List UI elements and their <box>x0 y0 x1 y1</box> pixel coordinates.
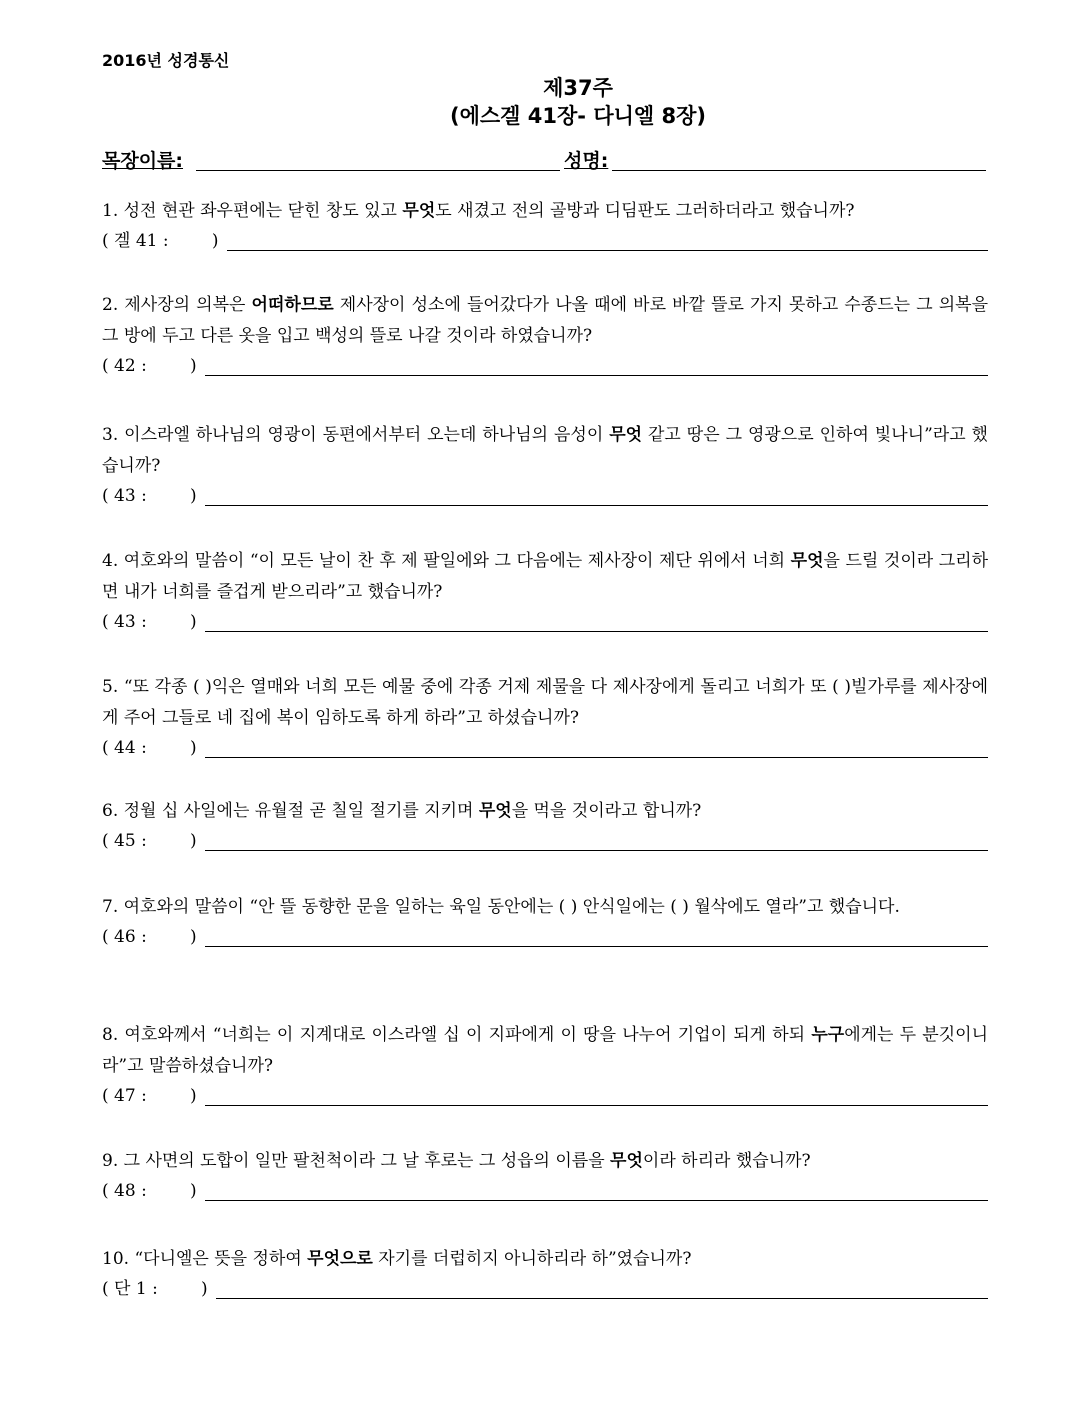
question-number: 9. <box>102 1151 124 1171</box>
question-keyword: 누구 <box>811 1025 845 1045</box>
answer-row <box>102 827 988 857</box>
page-subtitle: (에스겔 41장- 다니엘 8장) <box>450 104 706 128</box>
answer-line[interactable] <box>205 849 988 851</box>
question-segment: 에게는 두 분깃이니라”고 말씀하셨습니까? <box>102 1025 988 1076</box>
question-segment: 같고 땅은 그 영광으로 인하여 빛나니”라고 했습니까? <box>102 425 988 476</box>
question-segment: “다니엘은 뜻을 정하여 <box>134 1249 308 1269</box>
question-number: 6. <box>102 801 124 821</box>
info-fields <box>102 146 986 172</box>
question-text <box>102 892 988 923</box>
question-segment: 이스라엘 하나님의 영광이 동편에서부터 오는데 하나님의 음성이 <box>124 425 610 445</box>
question-segment: 을 드릴 것이라 그리하면 내가 너희를 즐겁게 받으리라”고 했습니까? <box>102 551 988 602</box>
question-keyword: 무엇 <box>610 1151 643 1171</box>
question-text <box>102 672 988 734</box>
answer-line[interactable] <box>205 945 988 947</box>
question-text <box>102 1146 988 1177</box>
question-keyword: 무엇으로 <box>307 1249 373 1269</box>
page-title: 제37주 <box>543 76 613 100</box>
answer-line[interactable] <box>205 1199 988 1201</box>
answer-line[interactable] <box>227 249 989 251</box>
answer-line[interactable] <box>205 630 988 632</box>
answer-row <box>102 1082 988 1112</box>
question-segment: 여호와께서 “너희는 이 지계대로 이스라엘 십 이 지파에게 이 땅을 나누어 기업이 되게 하되 <box>124 1025 812 1045</box>
pastor-line[interactable] <box>196 170 560 171</box>
question-number: 2. <box>102 295 125 315</box>
question-segment: 정월 십 사일에는 유월절 곧 칠일 절기를 지키며 <box>123 801 479 821</box>
question-segment: 여호와의 말씀이 “안 뜰 동향한 문을 일하는 육일 동안에는 ( ) 안식일에는 ( ) 월삭에도 열라”고 했습니다. <box>123 897 900 917</box>
answer-line[interactable] <box>216 1297 988 1299</box>
scripture-reference: ( 47 : ) <box>102 1086 197 1106</box>
name-line[interactable] <box>612 170 986 171</box>
question-text <box>102 290 988 352</box>
answer-row <box>102 1177 988 1207</box>
question-7 <box>102 892 988 953</box>
question-number: 4. <box>102 551 124 571</box>
answer-line[interactable] <box>205 374 988 376</box>
question-segment: 이라 하리라 했습니까? <box>642 1151 811 1171</box>
question-keyword: 어떠하므로 <box>251 295 334 315</box>
question-10 <box>102 1244 988 1305</box>
question-text <box>102 1020 988 1082</box>
question-keyword: 무엇 <box>402 201 436 221</box>
question-keyword: 무엇 <box>790 551 824 571</box>
question-number: 1. <box>102 201 124 221</box>
question-number: 10. <box>102 1249 135 1269</box>
question-9 <box>102 1146 988 1207</box>
question-segment: “또 각종 ( )익은 열매와 너희 모든 예물 중에 각종 거제 제물을 다 제사장에게 돌리고 너희가 또 ( )빌가루를 제사장에게 주어 그들로 네 집에 복이 임하도록 하게 하라”고 하셨습니까? <box>102 677 988 728</box>
scripture-reference: ( 단 1 : ) <box>102 1279 208 1299</box>
question-keyword: 무엇 <box>609 425 643 445</box>
scripture-reference: ( 43 : ) <box>102 486 197 506</box>
question-segment: 여호와의 말씀이 “이 모든 날이 찬 후 제 팔일에와 그 다음에는 제사장이 제단 위에서 너희 <box>123 551 791 571</box>
question-3 <box>102 420 988 512</box>
question-segment: 제사장이 성소에 들어갔다가 나올 때에 바로 바깥 뜰로 가지 못하고 수종드는 그 의복을 그 방에 두고 다른 옷을 입고 백성의 뜰로 나갈 것이라 하였습니까? <box>102 295 988 346</box>
scripture-reference: ( 44 : ) <box>102 738 197 758</box>
scripture-reference: ( 48 : ) <box>102 1181 197 1201</box>
question-segment: 제사장의 의복은 <box>124 295 252 315</box>
answer-row <box>102 482 988 512</box>
question-text <box>102 546 988 608</box>
question-number: 3. <box>102 425 125 445</box>
pastor-label: 목장이름: <box>102 150 184 172</box>
question-segment: 을 먹을 것이라고 합니까? <box>511 801 702 821</box>
question-keyword: 무엇 <box>478 801 512 821</box>
question-text <box>102 1244 988 1275</box>
question-number: 5. <box>102 677 124 697</box>
question-text <box>102 196 988 227</box>
answer-line[interactable] <box>205 1104 988 1106</box>
answer-line[interactable] <box>205 756 988 758</box>
question-segment: 자기를 더럽히지 아니하리라 하”였습니까? <box>372 1249 692 1269</box>
header-label: 2016년 성경통신 <box>102 51 230 70</box>
scripture-reference: ( 43 : ) <box>102 612 197 632</box>
question-segment: 도 새겼고 전의 골방과 디딤판도 그러하더라고 했습니까? <box>435 201 855 221</box>
answer-row <box>102 734 988 764</box>
answer-row <box>102 608 988 638</box>
question-5 <box>102 672 988 764</box>
question-4 <box>102 546 988 638</box>
question-text <box>102 796 988 827</box>
question-8 <box>102 1020 988 1112</box>
scripture-reference: ( 겔 41 : ) <box>102 231 219 251</box>
question-text <box>102 420 988 482</box>
scripture-reference: ( 42 : ) <box>102 356 197 376</box>
question-segment: 그 사면의 도합이 일만 팔천척이라 그 날 후로는 그 성읍의 이름을 <box>123 1151 611 1171</box>
answer-line[interactable] <box>205 504 988 506</box>
question-segment: 성전 현관 좌우편에는 닫힌 창도 있고 <box>123 201 403 221</box>
question-2 <box>102 290 988 382</box>
answer-row <box>102 352 988 382</box>
answer-row <box>102 1275 988 1305</box>
question-number: 8. <box>102 1025 125 1045</box>
answer-row <box>102 923 988 953</box>
question-number: 7. <box>102 897 124 917</box>
scripture-reference: ( 46 : ) <box>102 927 197 947</box>
name-label: 성명: <box>564 150 609 172</box>
scripture-reference: ( 45 : ) <box>102 831 197 851</box>
answer-row <box>102 227 988 257</box>
question-6 <box>102 796 988 857</box>
question-1 <box>102 196 988 257</box>
